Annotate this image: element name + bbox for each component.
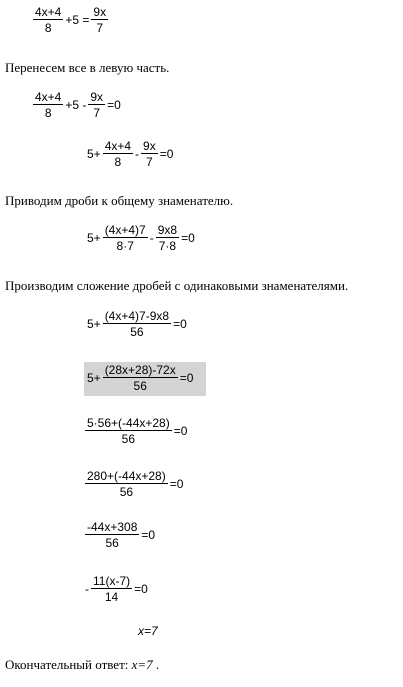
numerator: 4x+4	[35, 90, 62, 104]
fraction	[33, 91, 63, 119]
fraction	[103, 310, 171, 338]
step-text-common-denominator: Приводим дроби к общему знаменателю.	[5, 193, 234, 208]
equals-zero: =0	[107, 98, 121, 112]
numerator: (4x+4)7	[104, 223, 146, 237]
denominator: 14	[104, 590, 119, 604]
fraction	[141, 140, 158, 168]
numerator: 4x+4	[35, 5, 62, 19]
fraction	[103, 140, 133, 168]
lead-term: 5+	[87, 231, 101, 245]
equals-zero: =0	[134, 582, 148, 596]
equals-zero: =0	[173, 317, 187, 331]
equation-single-fraction	[84, 417, 188, 445]
final-answer-label: Окончательный ответ:	[5, 657, 129, 672]
numerator: (4x+4)7-9x8	[104, 309, 170, 323]
equals-zero: =0	[173, 424, 188, 438]
operator: +5 =	[65, 13, 90, 27]
equation-original	[32, 6, 109, 34]
equation-moved	[32, 91, 122, 119]
fraction	[88, 91, 105, 119]
lead-term: 5+	[87, 147, 101, 161]
equation-expanded-highlighted	[84, 362, 206, 396]
lead-term: 5+	[87, 371, 101, 385]
numerator: 9x	[143, 139, 156, 153]
fraction	[85, 521, 139, 549]
equals-zero: =0	[141, 528, 156, 542]
numerator: 9x8	[157, 223, 178, 237]
final-answer	[5, 657, 159, 673]
numerator: 280+(-44x+28)	[87, 469, 166, 483]
denominator: 7·8	[158, 239, 177, 253]
fraction	[156, 224, 179, 252]
fraction	[85, 470, 168, 498]
denominator: 8	[44, 106, 52, 120]
denominator: 7	[96, 21, 104, 35]
numerator: 5·56+(-44x+28)	[87, 416, 170, 430]
denominator: 7	[93, 106, 101, 120]
equals-zero: =0	[169, 477, 184, 491]
result-value: x=7	[138, 624, 158, 638]
numerator: 9x	[90, 90, 104, 104]
final-answer-dot: .	[155, 657, 160, 672]
equation-reordered	[86, 140, 174, 168]
equation-result	[138, 625, 158, 637]
fraction	[103, 364, 178, 392]
step-text-add-fractions: Производим сложение дробей с одинаковыми знаменателями.	[5, 278, 349, 293]
final-answer-value: x=7	[131, 657, 153, 672]
numerator: 11(x-7)	[93, 574, 131, 588]
fraction	[33, 6, 63, 34]
denominator: 7	[146, 155, 153, 169]
operator: +5 -	[65, 98, 87, 112]
denominator: 8·7	[116, 239, 134, 253]
lead-term: -	[85, 582, 89, 596]
denominator: 56	[121, 432, 136, 446]
equation-factored	[84, 575, 149, 603]
equation-common-denominator	[86, 224, 196, 252]
numerator: -44x+308	[87, 520, 138, 534]
fraction	[91, 6, 108, 34]
fraction	[91, 575, 132, 603]
denominator: 56	[133, 379, 147, 393]
fraction	[103, 224, 148, 252]
equals-zero: =0	[159, 147, 174, 161]
fraction	[85, 417, 172, 445]
lead-term: 5+	[87, 317, 101, 331]
denominator: 8	[44, 21, 52, 35]
operator: -	[135, 147, 140, 161]
numerator: 9x	[93, 5, 107, 19]
equation-combined	[86, 310, 188, 338]
equation-simplified	[84, 521, 156, 549]
equals-zero: =0	[179, 371, 194, 385]
denominator: 56	[119, 485, 134, 499]
numerator: 4x+4	[104, 139, 132, 153]
numerator: (28x+28)-72x	[104, 363, 176, 377]
denominator: 56	[105, 536, 119, 550]
equals-zero: =0	[181, 231, 195, 245]
operator: -	[149, 231, 154, 245]
denominator: 8	[114, 155, 122, 169]
equation-multiplied	[84, 470, 184, 498]
denominator: 56	[130, 325, 144, 339]
step-text-move-left: Перенесем все в левую часть.	[5, 60, 170, 75]
